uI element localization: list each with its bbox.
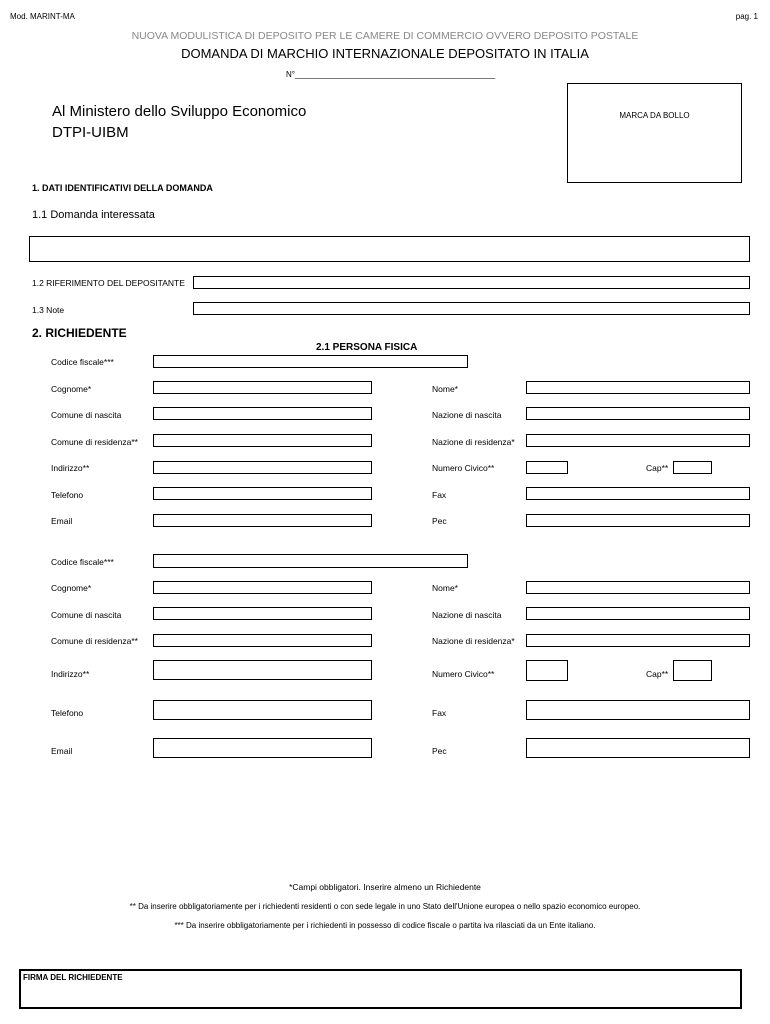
footnote-1: *Campi obbligatori. Inserire almeno un Richiedente: [289, 882, 481, 892]
comune-nascita-label: Comune di nascita: [51, 410, 122, 420]
fax-label: Fax: [432, 708, 447, 718]
nome-field[interactable]: [526, 381, 750, 394]
nome-label: Nome*: [432, 384, 458, 394]
cap-label: Cap**: [646, 669, 669, 679]
addressee-line1: Al Ministero dello Sviluppo Economico: [52, 103, 307, 120]
note-field[interactable]: [193, 302, 750, 315]
number-field[interactable]: _____________________________________________: [294, 70, 496, 79]
indirizzo-label: Indirizzo**: [51, 669, 90, 679]
fax-field[interactable]: [526, 487, 750, 500]
page-number: pag. 1: [735, 12, 758, 21]
pec-field[interactable]: [526, 738, 750, 758]
comune-nascita-field[interactable]: [153, 407, 372, 420]
fax-label: Fax: [432, 490, 447, 500]
pec-field[interactable]: [526, 514, 750, 527]
riferimento-field[interactable]: [193, 276, 750, 289]
cognome-label: Cognome*: [51, 583, 92, 593]
pec-label: Pec: [432, 746, 447, 756]
nazione-residenza-label: Nazione di residenza*: [432, 437, 515, 447]
indirizzo-label: Indirizzo**: [51, 463, 90, 473]
numero-civico-field[interactable]: [526, 660, 568, 681]
document-title: DOMANDA DI MARCHIO INTERNAZIONALE DEPOSITATO IN ITALIA: [181, 46, 589, 61]
telefono-field[interactable]: [153, 700, 372, 720]
stamp-box[interactable]: [567, 83, 742, 183]
note-label: 1.3 Note: [32, 305, 65, 315]
nome-field[interactable]: [526, 581, 750, 594]
cognome-label: Cognome*: [51, 384, 92, 394]
email-label: Email: [51, 746, 73, 756]
section1-sub1: 1.1 Domanda interessata: [32, 209, 155, 221]
footnote-3: *** Da inserire obbligatoriamente per i richiedenti in possesso di codice fiscale o partita iva rilasciati da un Ente italiano.: [174, 921, 596, 930]
cognome-field[interactable]: [153, 381, 372, 394]
section1-title: 1. DATI IDENTIFICATIVI DELLA DOMANDA: [32, 183, 213, 193]
section2-title: 2. RICHIEDENTE: [32, 326, 127, 340]
indirizzo-field[interactable]: [153, 660, 372, 680]
cognome-field[interactable]: [153, 581, 372, 594]
email-field[interactable]: [153, 738, 372, 758]
cap-field[interactable]: [673, 660, 712, 681]
nazione-nascita-label: Nazione di nascita: [432, 410, 502, 420]
nazione-residenza-field[interactable]: [526, 634, 750, 647]
nazione-nascita-label: Nazione di nascita: [432, 610, 502, 620]
pec-label: Pec: [432, 516, 447, 526]
codice-fiscale-label: Codice fiscale***: [51, 357, 114, 367]
comune-residenza-field[interactable]: [153, 634, 372, 647]
domanda-interessata-field[interactable]: [29, 236, 750, 262]
cap-label: Cap**: [646, 463, 669, 473]
codice-fiscale-label: Codice fiscale***: [51, 557, 114, 567]
comune-residenza-field[interactable]: [153, 434, 372, 447]
fax-field[interactable]: [526, 700, 750, 720]
riferimento-label: 1.2 RIFERIMENTO DEL DEPOSITANTE: [32, 278, 185, 288]
comune-nascita-field[interactable]: [153, 607, 372, 620]
nazione-residenza-label: Nazione di residenza*: [432, 636, 515, 646]
telefono-label: Telefono: [51, 708, 84, 718]
telefono-label: Telefono: [51, 490, 84, 500]
indirizzo-field[interactable]: [153, 461, 372, 474]
codice-fiscale-field[interactable]: [153, 554, 468, 568]
numero-civico-label: Numero Civico**: [432, 669, 495, 679]
telefono-field[interactable]: [153, 487, 372, 500]
footnote-2: ** Da inserire obbligatoriamente per i richiedenti residenti o con sede legale in uno Stato dell'Unione europea o nello spazio economico europeo.: [129, 902, 641, 911]
comune-residenza-label: Comune di residenza**: [51, 437, 138, 447]
form-code: Mod. MARINT-MA: [10, 12, 75, 21]
number-label: N°: [286, 70, 295, 79]
stamp-label: MARCA DA BOLLO: [619, 111, 690, 120]
comune-nascita-label: Comune di nascita: [51, 610, 122, 620]
nazione-residenza-field[interactable]: [526, 434, 750, 447]
nazione-nascita-field[interactable]: [526, 607, 750, 620]
nazione-nascita-field[interactable]: [526, 407, 750, 420]
signature-box[interactable]: [19, 969, 742, 1009]
numero-civico-field[interactable]: [526, 461, 568, 474]
comune-residenza-label: Comune di residenza**: [51, 636, 138, 646]
codice-fiscale-field[interactable]: [153, 355, 468, 368]
number-line: [286, 70, 495, 79]
nome-label: Nome*: [432, 583, 458, 593]
email-label: Email: [51, 516, 73, 526]
numero-civico-label: Numero Civico**: [432, 463, 495, 473]
section2-subtitle: 2.1 PERSONA FISICA: [316, 342, 418, 353]
signature-label: FIRMA DEL RICHIEDENTE: [23, 973, 123, 982]
cap-field[interactable]: [673, 461, 712, 474]
addressee-line2: DTPI-UIBM: [52, 124, 129, 141]
header-subtitle: NUOVA MODULISTICA DI DEPOSITO PER LE CAMERE DI COMMERCIO OVVERO DEPOSITO POSTALE: [131, 30, 639, 42]
email-field[interactable]: [153, 514, 372, 527]
